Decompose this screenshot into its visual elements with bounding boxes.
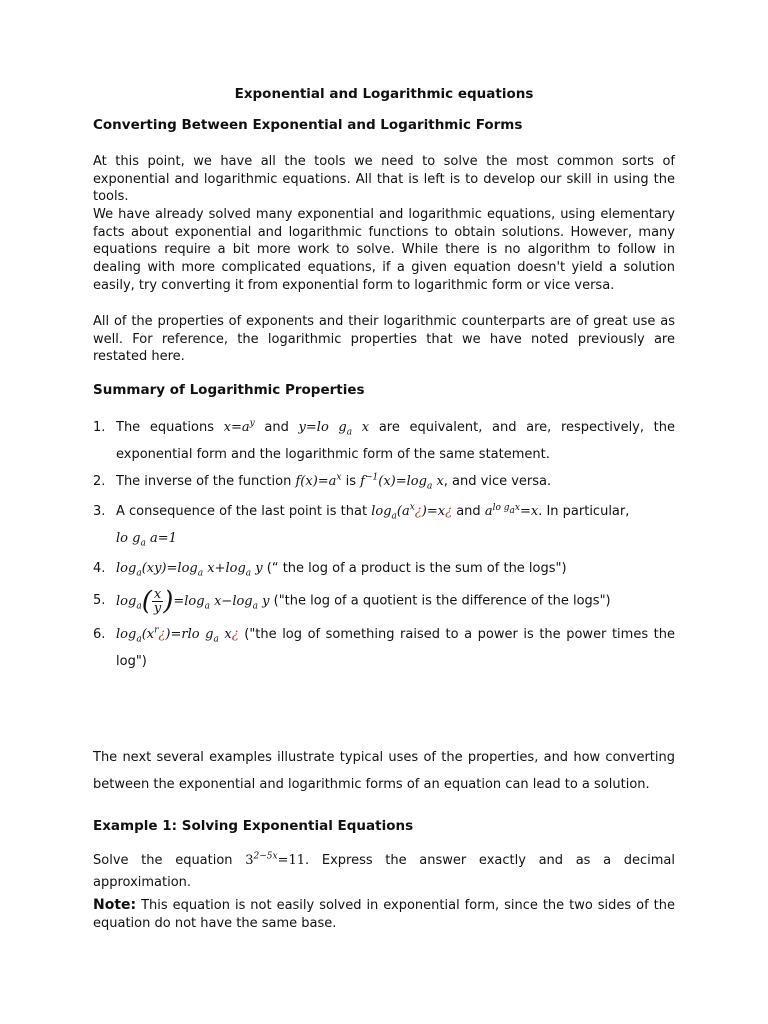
equation-power-rule: $\log_a(x^r¿)=rlo$ $g_a$ x¿ [116,625,239,645]
example-heading: Example 1: Solving Exponential Equations [93,818,414,834]
note-paragraph: Note: This equation is not easily solved in exponential form, since the two sides of the equation do not have the same base. [93,897,675,931]
equation-quotient-rule: $\log_a$( $\frac{x}{y}$ )$=\log_a$ $x-\log_a$ y [116,586,270,616]
equation-power-of-log: $a^{lo g_ax}=x$ [484,502,539,519]
list-item: 2. The inverse of the function $f(x)=a^x$ is $f^{-1}(x)=\log_a$ x, and vice versa. [93,472,552,492]
equation-log-of-power: $\log_a(a^x¿)=x¿$ [371,502,453,522]
list-item: 4. $\log_a(xy)=\log_a$ $x+\log_a$ y (“ the log of a product is the sum of the logs") [93,561,567,579]
equation-problem: $3^{2-5x}=11$ [245,851,306,868]
paragraph-intro: At this point, we have all the tools we need to solve the most common sorts of exponential and logarithmic equations. All that is left is to develop our skill in using the tools. [93,154,675,205]
list-item: 5. $\log_a$( $\frac{x}{y}$ )$=\log_a$ $x-\log_a$ y ("the log of a quotient is the difference of the logs") [93,586,611,616]
page-title: Exponential and Logarithmic equations [234,86,534,102]
equation-exponential: $x=a^y$ [223,418,255,435]
equation-product-rule: $\log_a(xy)=\log_a$ $x+\log_a$ y [116,561,263,579]
equation-function: $f(x)=a^x$ [295,472,342,489]
section-heading-summary: Summary of Logarithmic Properties [93,382,365,398]
list-item: 6. $\log_a(x^r¿)=rlo$ $g_a$ x¿ ("the log of something raised to a power is the power times the log") [93,625,675,669]
list-item: 1. The equations $x=a^y$ and y=lo $g_a$ x are equivalent, and are, respectively, the exponential form and the logarithmic form of the same statement. [93,418,675,462]
equation-inverse: $f^{-1}(x)=\log_a$ x [360,472,444,492]
example-problem: Solve the equation $3^{2-5x}=11$. Express the answer exactly and as a decimal approximation. [93,851,676,890]
paragraph-next-examples: The next several examples illustrate typical uses of the properties, and how converting between the exponential and logarithmic forms of an equation can lead to a solution. [93,750,675,792]
paragraph-properties: All of the properties of exponents and their logarithmic counterparts are of great use as well. For reference, the logarithmic properties that we have noted previously are restated here. [93,314,675,365]
note-label: Note: [93,897,137,913]
equation-log-a-a: lo $g_a$ a=1 [116,531,177,549]
paragraph-elementary-facts: We have already solved many exponential and logarithmic equations, using elementary facts about exponential and logarithmic functions to obtain solutions. However, many equations require a bit more work to solve. While there is no algorithm to follow in dealing with more complicated equations, if a given equation doesn't yield a solution easily, try converting it from exponential form to logarithmic form or vice versa. [93,207,675,293]
list-item: 3. A consequence of the last point is that $\log_a(a^x¿)=x¿$ and $a^{lo g_ax}=x$. In particular, lo $g_a$ a=1 [93,502,630,549]
section-heading-converting: Converting Between Exponential and Logarithmic Forms [93,117,523,133]
properties-list [93,414,675,675]
equation-logarithmic: y=lo $g_a$ x [298,420,370,438]
